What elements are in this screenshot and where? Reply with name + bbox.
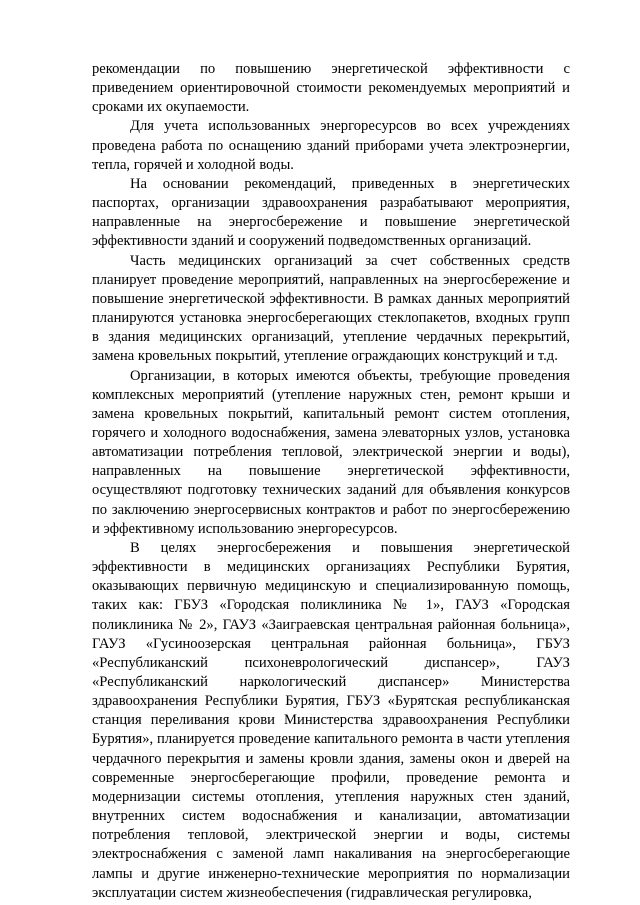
document-page	[92, 60, 570, 903]
paragraph-4: Часть медицинских организаций за счет собственных средств планирует проведение мероприятий, направленных на энергосбережение и повышение энергетической эффективности. В рамках данных мероприятий планируются установка энергосберегающих стеклопакетов, входных групп в здания медицинских организаций, утепление чердачных перекрытий, замена кровельных покрытий, утепление ограждающих конструкций и т.д.	[92, 252, 570, 365]
paragraph-6: В целях энергосбережения и повышения энергетической эффективности в медицинских организациях Республики Бурятия, оказывающих первичную медицинскую и специализированную помощь, таких как: ГБУЗ «Городская поликлиника № 1», ГАУЗ «Городская поликлиника № 2», ГАУЗ «Заиграевская центральная районная больница», ГАУЗ «Гусиноозерская центральная районная больница», ГБУЗ «Республиканский психоневрологический диспансер», ГАУЗ «Республиканский наркологический диспансер» Министерства здравоохранения Республики Бурятия, ГБУЗ «Бурятская республиканская станция переливания крови Министерства здравоохранения Республики Бурятия», планируется проведение капитального ремонта в части утепления чердачного перекрытия и замены кровли здания, замены окон и дверей на современные энергосберегающие профили, проведение ремонта и модернизации системы отопления, утепления наружных стен зданий, внутренних систем водоснабжения и канализации, автоматизации потребления тепловой, электрической энергии и воды, системы электроснабжения с заменой ламп накаливания на энергосберегающие лампы и другие инженерно-технические мероприятия по нормализации эксплуатации систем жизнеобеспечения (гидравлическая регулировка,	[92, 539, 570, 901]
paragraph-5: Организации, в которых имеются объекты, требующие проведения комплексных мероприятий (утепление наружных стен, ремонт крыши и замена кровельных покрытий, капитальный ремонт систем отопления, горячего и холодного водоснабжения, замена элеваторных узлов, установка автоматизации потребления тепловой, электрической энергии и воды), направленных на повышение энергетической эффективности, осуществляют подготовку технических заданий для объявления конкурсов по заключению энергосервисных контрактов и работ по энергосбережению и эффективному использованию энергоресурсов.	[92, 367, 570, 537]
paragraph-3: На основании рекомендаций, приведенных в энергетических паспортах, организации здравоохранения разрабатывают мероприятия, направленные на энергосбережение и повышение энергетической эффективности зданий и сооружений подведомственных организаций.	[92, 175, 570, 250]
paragraph-1: рекомендации по повышению энергетической эффективности с приведением ориентировочной стоимости рекомендуемых мероприятий и сроками их окупаемости.	[92, 61, 570, 116]
paragraph-2: Для учета использованных энергоресурсов во всех учреждениях проведена работа по оснащению зданий приборами учета электроэнергии, тепла, горячей и холодной воды.	[92, 118, 570, 173]
